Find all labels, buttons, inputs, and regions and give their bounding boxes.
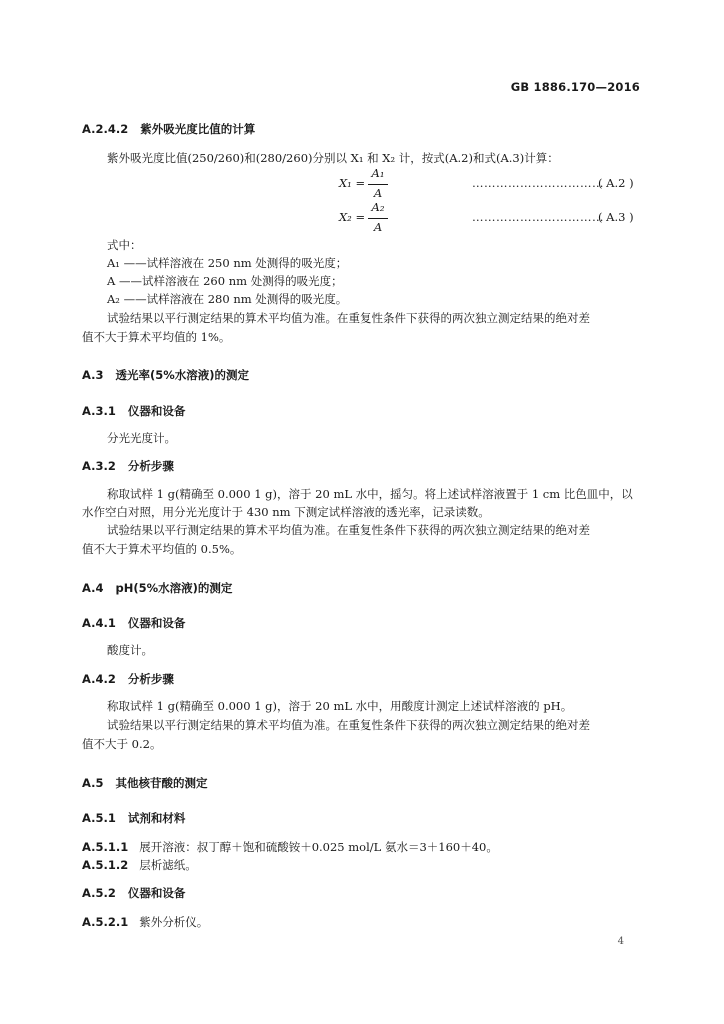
standard-code: GB 1886.170—2016 [510,80,640,94]
paragraph-continuation: 值不大于 0.2。 [82,737,162,751]
section-title: 透光率(5%水溶液)的测定 [115,368,250,382]
section-number: A.5.2 [82,886,116,900]
page-number: 4 [617,936,624,947]
item-number: A.5.1.1 [82,840,129,854]
section-number: A.4.1 [82,616,116,630]
section-title: 分析步骤 [127,672,174,686]
section-number: A.3 [82,368,104,382]
section-heading-a5 [82,775,208,791]
fraction-bar [368,184,388,185]
equation-lhs: X₂ = [339,210,366,224]
section-heading-a31 [82,403,185,419]
section-number: A.5 [82,776,104,790]
equation-number: ( A.2 ) [598,176,634,190]
fraction-denominator: A [373,220,383,234]
section-number: A.3.1 [82,404,116,418]
paragraph: 试验结果以平行测定结果的算术平均值为准。在重复性条件下获得的两次独立测定结果的绝对差 [107,718,590,732]
leader-dots: …………………………… [472,176,604,190]
section-heading-a3 [82,367,249,383]
section-title: 分析步骤 [127,459,174,473]
section-heading-a32 [82,458,174,474]
definition-item: A₂ ——试样溶液在 280 nm 处测得的吸光度。 [107,292,348,306]
section-heading-a51 [82,810,185,826]
paragraph: 称取试样 1 g(精确至 0.000 1 g)，溶于 20 mL 水中，用酸度计测定上述试样溶液的 pH。 [107,699,573,713]
item-text: 展开溶液：叔丁醇＋饱和硫酸铵＋0.025 mol/L 氨水＝3＋160＋40。 [139,840,498,854]
paragraph: 紫外吸光度比值(250/260)和(280/260)分别以 X₁ 和 X₂ 计，按式(A.2)和式(A.3)计算： [107,151,559,165]
paragraph-continuation: 值不大于算术平均值的 0.5%。 [82,542,242,556]
definition-item: A₁ ——试样溶液在 250 nm 处测得的吸光度； [107,256,348,270]
section-title: 仪器和设备 [127,886,186,900]
paragraph: 称取试样 1 g(精确至 0.000 1 g)，溶于 20 mL 水中，摇匀。将上述试样溶液置于 1 cm 比色皿中，以 [107,487,633,501]
paragraph: 分光光度计。 [107,431,176,445]
section-number: A.4 [82,581,104,595]
section-heading-a52 [82,885,185,901]
item-text: 紫外分析仪。 [139,915,209,929]
where-label: 式中： [107,238,142,252]
list-item-a512 [82,857,197,873]
section-heading-a42 [82,671,174,687]
section-heading-a4 [82,580,232,596]
section-number: A.2.4.2 [82,122,129,136]
paragraph: 酸度计。 [107,643,153,657]
paragraph: 试验结果以平行测定结果的算术平均值为准。在重复性条件下获得的两次独立测定结果的绝对差 [107,523,590,537]
equation-lhs: X₁ = [339,176,366,190]
fraction-bar [368,218,388,219]
section-heading-a242 [82,121,255,137]
list-item-a511 [82,839,498,855]
item-number: A.5.1.2 [82,858,129,872]
paragraph: 试验结果以平行测定结果的算术平均值为准。在重复性条件下获得的两次独立测定结果的绝对差 [107,311,590,325]
item-number: A.5.2.1 [82,915,129,929]
section-number: A.4.2 [82,672,116,686]
section-title: 仪器和设备 [127,404,186,418]
section-title: 紫外吸光度比值的计算 [140,122,256,136]
section-title: pH(5%水溶液)的测定 [115,581,233,595]
fraction-denominator: A [373,186,383,200]
item-text: 层析滤纸。 [139,858,197,872]
section-heading-a41 [82,615,185,631]
equation-number: ( A.3 ) [598,210,634,224]
section-title: 其他核苷酸的测定 [115,776,208,790]
section-title: 试剂和材料 [127,811,186,825]
paragraph-continuation: 值不大于算术平均值的 1%。 [82,330,231,344]
paragraph-continuation: 水作空白对照，用分光光度计于 430 nm 下测定试样溶液的透光率，记录读数。 [82,505,490,519]
definition-item: A ——试样溶液在 260 nm 处测得的吸光度； [107,274,343,288]
fraction-numerator: A₂ [371,200,385,214]
fraction-numerator: A₁ [371,166,385,180]
section-number: A.3.2 [82,459,116,473]
leader-dots: …………………………… [472,210,604,224]
section-title: 仪器和设备 [127,616,186,630]
list-item-a521 [82,914,208,930]
section-number: A.5.1 [82,811,116,825]
